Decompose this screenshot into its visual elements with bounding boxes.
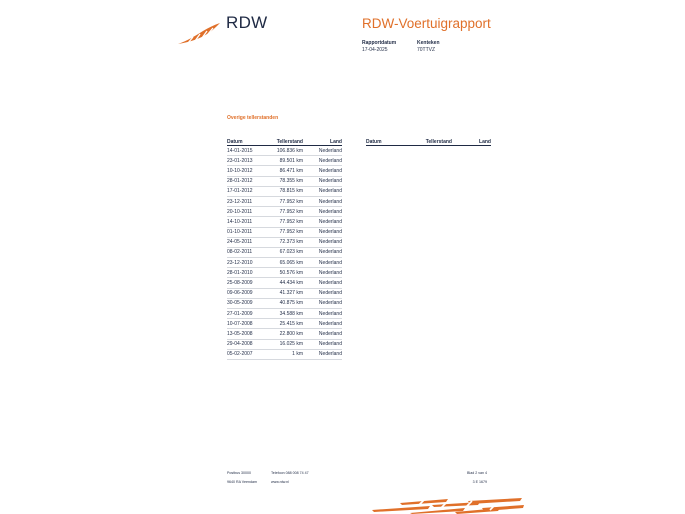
report-date-label: Rapportdatum	[362, 40, 397, 46]
cell-odometer: 22.800 km	[271, 329, 303, 339]
cell-odometer: 77.952 km	[271, 196, 303, 206]
section-title: Overige tellerstanden	[227, 115, 279, 121]
cell-country: Nederland	[303, 288, 342, 298]
cell-date: 23-12-2010	[227, 258, 271, 268]
cell-country: Nederland	[303, 258, 342, 268]
cell-odometer: 77.952 km	[271, 207, 303, 217]
table-row	[227, 227, 342, 237]
cell-date: 28-01-2012	[227, 176, 271, 186]
column-header-country: Land	[303, 138, 342, 146]
cell-country: Nederland	[303, 196, 342, 206]
table-row	[227, 298, 342, 308]
cell-odometer: 25.415 km	[271, 319, 303, 329]
cell-country: Nederland	[303, 227, 342, 237]
table-row	[227, 349, 342, 359]
cell-odometer: 50.576 km	[271, 268, 303, 278]
cell-odometer: 41.327 km	[271, 288, 303, 298]
table-row	[227, 309, 342, 319]
table-row	[227, 278, 342, 288]
footer-address-line2: 9640 RA Veendam	[227, 480, 257, 484]
cell-date: 05-02-2007	[227, 349, 271, 359]
table-row	[227, 237, 342, 247]
cell-country: Nederland	[303, 268, 342, 278]
cell-date: 14-10-2011	[227, 217, 271, 227]
cell-country: Nederland	[303, 247, 342, 257]
odometer-table-left	[227, 138, 342, 360]
cell-country: Nederland	[303, 186, 342, 196]
cell-date: 09-06-2009	[227, 288, 271, 298]
cell-country: Nederland	[303, 349, 342, 359]
cell-country: Nederland	[303, 207, 342, 217]
plate-label: Kenteken	[417, 40, 440, 46]
cell-odometer: 1 km	[271, 349, 303, 359]
cell-odometer: 65.065 km	[271, 258, 303, 268]
cell-odometer: 77.952 km	[271, 227, 303, 237]
cell-odometer: 106.836 km	[271, 146, 303, 156]
table-row	[227, 146, 342, 156]
cell-date: 25-08-2009	[227, 278, 271, 288]
cell-odometer: 67.023 km	[271, 247, 303, 257]
cell-country: Nederland	[303, 156, 342, 166]
cell-country: Nederland	[303, 319, 342, 329]
cell-date: 01-10-2011	[227, 227, 271, 237]
cell-country: Nederland	[303, 329, 342, 339]
cell-date: 10-10-2012	[227, 166, 271, 176]
column-header-odometer: Tellerstand	[410, 138, 452, 146]
table-row	[227, 247, 342, 257]
odometer-table-right	[366, 138, 491, 146]
cell-date: 13-05-2008	[227, 329, 271, 339]
table-row	[227, 156, 342, 166]
cell-country: Nederland	[303, 278, 342, 288]
table-row	[227, 217, 342, 227]
cell-country: Nederland	[303, 146, 342, 156]
table-row	[227, 319, 342, 329]
footer-page-number: Blad 2 van 4	[467, 471, 487, 475]
table-row	[227, 268, 342, 278]
logo-text: RDW	[226, 13, 268, 32]
cell-country: Nederland	[303, 339, 342, 349]
cell-date: 24-05-2011	[227, 237, 271, 247]
cell-date: 30-05-2009	[227, 298, 271, 308]
cell-country: Nederland	[303, 237, 342, 247]
cell-odometer: 40.875 km	[271, 298, 303, 308]
footer-phone: Telefoon 088 008 74 47	[271, 471, 309, 475]
column-header-country: Land	[452, 138, 491, 146]
table-header-row	[227, 138, 342, 146]
rdw-logo-icon	[177, 22, 221, 46]
table-row	[227, 186, 342, 196]
plate-value: 70TTVZ	[417, 47, 436, 53]
column-header-odometer: Tellerstand	[271, 138, 303, 146]
cell-date: 27-01-2009	[227, 309, 271, 319]
cell-country: Nederland	[303, 166, 342, 176]
cell-country: Nederland	[303, 309, 342, 319]
table-header-row	[366, 138, 491, 146]
table-row	[227, 339, 342, 349]
table-row	[227, 176, 342, 186]
cell-date: 20-10-2011	[227, 207, 271, 217]
table-row	[227, 288, 342, 298]
cell-date: 28-01-2010	[227, 268, 271, 278]
cell-country: Nederland	[303, 176, 342, 186]
cell-odometer: 16.025 km	[271, 339, 303, 349]
column-header-date: Datum	[227, 138, 271, 146]
footer-website[interactable]: www.rdw.nl	[271, 480, 289, 484]
table-row	[227, 207, 342, 217]
table-row	[227, 329, 342, 339]
cell-odometer: 78.815 km	[271, 186, 303, 196]
cell-odometer: 78.355 km	[271, 176, 303, 186]
footer-code: 3 E 1679	[472, 480, 487, 484]
cell-date: 23-01-2013	[227, 156, 271, 166]
cell-odometer: 77.952 km	[271, 217, 303, 227]
cell-country: Nederland	[303, 298, 342, 308]
cell-odometer: 44.434 km	[271, 278, 303, 288]
cell-date: 14-01-2015	[227, 146, 271, 156]
column-header-date: Datum	[366, 138, 410, 146]
table-row	[227, 258, 342, 268]
cell-date: 23-12-2011	[227, 196, 271, 206]
cell-country: Nederland	[303, 217, 342, 227]
cell-odometer: 86.471 km	[271, 166, 303, 176]
cell-odometer: 89.501 km	[271, 156, 303, 166]
cell-odometer: 34.588 km	[271, 309, 303, 319]
table-row	[227, 196, 342, 206]
table-row	[227, 166, 342, 176]
report-date-value: 17-04-2025	[362, 47, 388, 53]
document-title: RDW-Voertuigrapport	[362, 16, 491, 31]
rdw-decorative-graphic-icon	[370, 497, 525, 514]
cell-date: 08-02-2011	[227, 247, 271, 257]
cell-date: 10-07-2008	[227, 319, 271, 329]
footer-address-line1: Postbus 30000	[227, 471, 251, 475]
cell-date: 29-04-2008	[227, 339, 271, 349]
cell-odometer: 72.373 km	[271, 237, 303, 247]
cell-date: 17-01-2012	[227, 186, 271, 196]
